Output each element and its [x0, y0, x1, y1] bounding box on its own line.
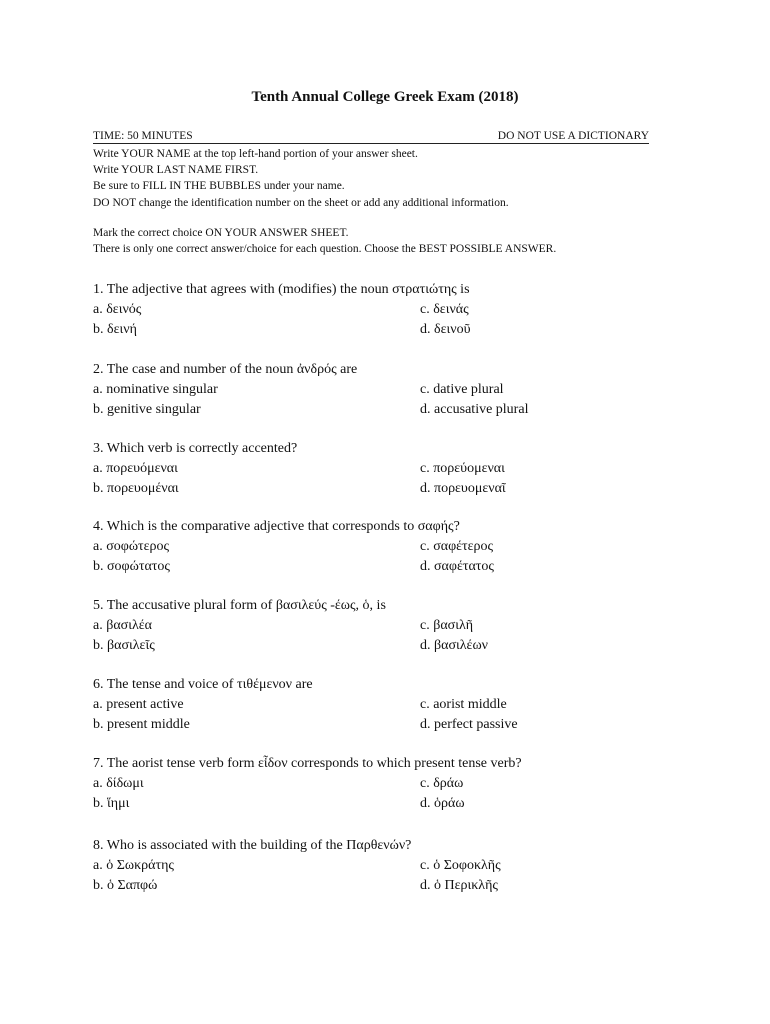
instruction-line: Mark the correct choice ON YOUR ANSWER SHEET. — [93, 226, 349, 239]
instruction-line: There is only one correct answer/choice for each question. Choose the BEST POSSIBLE ANSWER. — [93, 243, 557, 256]
option-a: a. βασιλέα — [93, 618, 152, 633]
option-b: b. σοφώτατος — [93, 559, 170, 574]
option-b: b. πορευομέναι — [93, 481, 179, 496]
option-d: d. πορευομεναῖ — [420, 481, 506, 496]
option-d: d. δεινοῦ — [420, 322, 471, 337]
option-c: c. σαφέτερος — [420, 539, 494, 554]
no-dictionary-notice: DO NOT USE A DICTIONARY — [497, 130, 649, 142]
option-a: a. present active — [93, 697, 184, 712]
question-6 — [93, 675, 653, 735]
question-8 — [93, 836, 653, 896]
option-c: c. πορεύομεναι — [420, 461, 505, 476]
option-c: c. ὁ Σοφοκλῆς — [420, 858, 501, 873]
question-text: 1. The adjective that agrees with (modifies) the noun στρατιώτης is — [93, 282, 470, 297]
answer-options — [93, 300, 653, 340]
time-header-line — [93, 130, 649, 144]
instruction-line: DO NOT change the identification number on the sheet or add any additional information. — [93, 196, 509, 209]
option-a: a. nominative singular — [93, 382, 218, 397]
question-text: 5. The accusative plural form of βασιλεύς -έως, ὁ, is — [93, 598, 386, 613]
option-b: b. βασιλεῖς — [93, 638, 155, 653]
instructions-block — [93, 130, 649, 257]
answer-options — [93, 695, 653, 735]
question-7 — [93, 754, 653, 814]
option-b: b. ὁ Σαπφώ — [93, 878, 158, 893]
instruction-line: Write YOUR NAME at the top left-hand portion of your answer sheet. — [93, 148, 418, 160]
question-text: 8. Who is associated with the building of the Παρθενών? — [93, 838, 412, 853]
instruction-line: Be sure to FILL IN THE BUBBLES under your name. — [93, 180, 345, 193]
answer-options — [93, 537, 653, 577]
question-text: 2. The case and number of the noun ἀνδρός are — [93, 362, 358, 377]
option-c: c. δράω — [420, 776, 464, 791]
option-a: a. ὁ Σωκράτης — [93, 858, 174, 873]
question-text: 6. The tense and voice of τιθέμενον are — [93, 677, 313, 692]
answer-options — [93, 774, 653, 814]
option-c: c. δεινάς — [420, 302, 469, 317]
option-c: c. aorist middle — [420, 697, 507, 712]
option-b: b. present middle — [93, 717, 190, 732]
answer-options — [93, 856, 653, 896]
question-text: 7. The aorist tense verb form εἶδον corresponds to which present tense verb? — [93, 756, 522, 771]
question-5 — [93, 596, 653, 656]
option-d: d. ὁράω — [420, 796, 465, 811]
option-b: b. ἵημι — [93, 796, 130, 811]
answer-options — [93, 616, 653, 656]
option-a: a. πορευόμεναι — [93, 461, 178, 476]
option-c: c. βασιλῆ — [420, 618, 474, 633]
exam-title: Tenth Annual College Greek Exam (2018) — [251, 89, 519, 105]
answer-options — [93, 459, 653, 499]
question-3 — [93, 439, 653, 499]
question-1 — [93, 280, 653, 340]
option-d: d. ὁ Περικλῆς — [420, 878, 498, 893]
option-b: b. δεινή — [93, 322, 137, 337]
option-b: b. genitive singular — [93, 402, 201, 417]
answer-options — [93, 380, 653, 420]
option-a: a. σοφώτερος — [93, 539, 170, 554]
option-d: d. βασιλέων — [420, 638, 488, 653]
option-a: a. δίδωμι — [93, 776, 144, 791]
question-text: 4. Which is the comparative adjective that corresponds to σαφής? — [93, 519, 460, 534]
option-d: d. perfect passive — [420, 717, 518, 732]
instruction-line: Write YOUR LAST NAME FIRST. — [93, 164, 259, 177]
option-a: a. δεινός — [93, 302, 142, 317]
question-2 — [93, 360, 653, 420]
question-4 — [93, 517, 653, 577]
question-text: 3. Which verb is correctly accented? — [93, 441, 298, 456]
time-limit: TIME: 50 MINUTES — [93, 130, 193, 142]
option-d: d. accusative plural — [420, 402, 529, 417]
option-d: d. σαφέτατος — [420, 559, 494, 574]
option-c: c. dative plural — [420, 382, 504, 397]
